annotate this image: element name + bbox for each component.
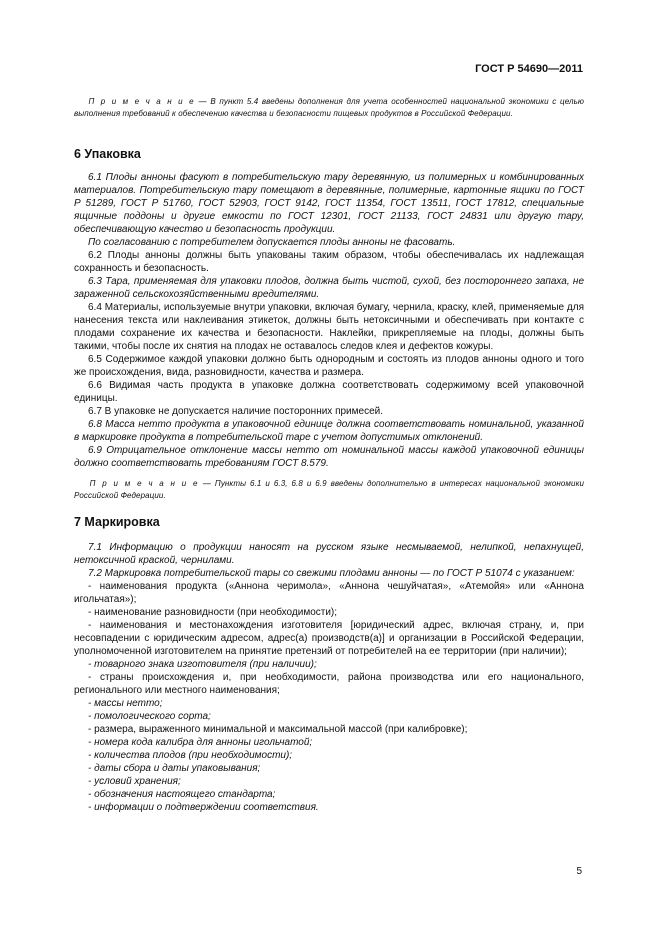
section-6 (74, 146, 584, 501)
note-text: — Пункты 6.1 и 6.3, 6.8 и 6.9 введены дополнительно в интересах национальной экономики Российской Федерации. (74, 479, 584, 500)
list-item: - страны происхождения и, при необходимости, района производства или его национального, регионального или местного наименования; (74, 672, 584, 696)
list-item: - количества плодов (при необходимости); (88, 750, 293, 761)
para-7-1: 7.1 Информацию о продукции наносят на русском языке несмываемой, нелипкой, непахнущей, нетоксичной краской, чернилами. (74, 542, 584, 566)
note-6 (74, 478, 584, 501)
note-text: — В пункт 5.4 введены дополнения для учета особенностей национальной экономики с целью выполнения требований к обеспечению качества и безопасности пищевых продуктов в Российской Федерации. (74, 97, 585, 118)
section-7 (74, 514, 584, 814)
para-6-3: 6.3 Тара, применяемая для упаковки плодов, должна быть чистой, сухой, без постороннего запаха, не зараженной сельскохозяйственными вредителями. (74, 276, 584, 300)
list-item: - информации о подтверждении соответствия. (88, 802, 319, 813)
list-item: - номера кода калибра для анноны игольчатой; (88, 737, 313, 748)
list-item: - размера, выраженного минимальной и максимальной массой (при калибровке); (88, 724, 468, 735)
para-7-2: 7.2 Маркировка потребительской тары со свежими плодами анноны — по ГОСТ Р 51074 с указанием: (88, 568, 575, 579)
para-6-1b: По согласованию с потребителем допускается плоды анноны не фасовать. (88, 237, 456, 248)
note-lead: П р и м е ч а н и е (88, 97, 196, 106)
para-6-8: 6.8 Масса нетто продукта в упаковочной единице должна соответствовать номинальной, указанной в маркировке продукта в потребительской таре с учетом допустимых отклонений. (74, 419, 584, 443)
list-item: - обозначения настоящего стандарта; (88, 789, 276, 800)
list-item: - наименования и местонахождения изготовителя [юридический адрес, включая страну, и, при несовпадении с юридическим адресом, адрес(а) производств(а)] и организации в Российской Федерации, уполномоченной изготовителем на принятие претензий от потребителей на ее территории (при наличии); (74, 620, 584, 657)
list-item: - наименования продукта («Аннона черимола», «Аннона чешуйчатая», «Атемойя» или «Аннона игольчатая»); (74, 581, 584, 605)
para-6-9: 6.9 Отрицательное отклонение массы нетто от номинальной массы каждой упаковочной единицы должно соответствовать требованиям ГОСТ 8.579. (74, 445, 584, 469)
para-6-6: 6.6 Видимая часть продукта в упаковке должна соответствовать содержимому всей упаковочной единицы. (74, 380, 584, 404)
list-item: - даты сбора и даты упаковывания; (88, 763, 261, 774)
para-6-2: 6.2 Плоды анноны должны быть упакованы таким образом, чтобы обеспечивалась их надлежащая сохранность и безопасность. (74, 250, 584, 274)
list-item: - массы нетто; (88, 698, 163, 709)
list-item: - условий хранения; (88, 776, 181, 787)
section-7-title: 7 Маркировка (74, 515, 160, 529)
list-item: - наименование разновидности (при необходимости); (88, 607, 338, 618)
para-6-4: 6.4 Материалы, используемые внутри упаковки, включая бумагу, чернила, краску, клей, применяемые для нанесения текста или наклеивания этикеток, должны быть нетоксичными и обеспечивать при контакте с плодами сохранение их качества и безопасности. Наклейки, прикрепляемые на плоды, должны быть такими, чтобы после их снятия на плодах не оставалось следов клея и дефектов кожуры. (74, 302, 584, 352)
note-lead: П р и м е ч а н и е (89, 479, 199, 488)
para-6-1: 6.1 Плоды анноны фасуют в потребительскую тару деревянную, из полимерных и комбинированных материалов. Потребительскую тару помещают в деревянные, полимерные, картонные ящики по ГОСТ Р 51289, ГОСТ Р 51760, ГОСТ 52903, ГОСТ 9142, ГОСТ 11354, ГОСТ 13511, ГОСТ 17812, специальные ящичные поддоны и другие емкости по ГОСТ 12301, ГОСТ 21133, ГОСТ 24831 или другую тару, обеспечивающую качество и безопасность продукции. (74, 172, 584, 235)
document-header: ГОСТ Р 54690—2011 (475, 63, 583, 75)
note-5-4 (74, 96, 584, 119)
section-6-title: 6 Упаковка (74, 147, 141, 161)
list-item: - помологического сорта; (88, 711, 211, 722)
para-6-7: 6.7 В упаковке не допускается наличие посторонних примесей. (88, 406, 384, 417)
list-item: - товарного знака изготовителя (при наличии); (88, 659, 317, 670)
para-6-5: 6.5 Содержимое каждой упаковки должно быть однородным и состоять из плодов анноны одного и того же происхождения, вида, разновидности, качества и размера. (74, 354, 584, 378)
note-block-1 (74, 96, 584, 119)
page-number: 5 (576, 866, 582, 877)
